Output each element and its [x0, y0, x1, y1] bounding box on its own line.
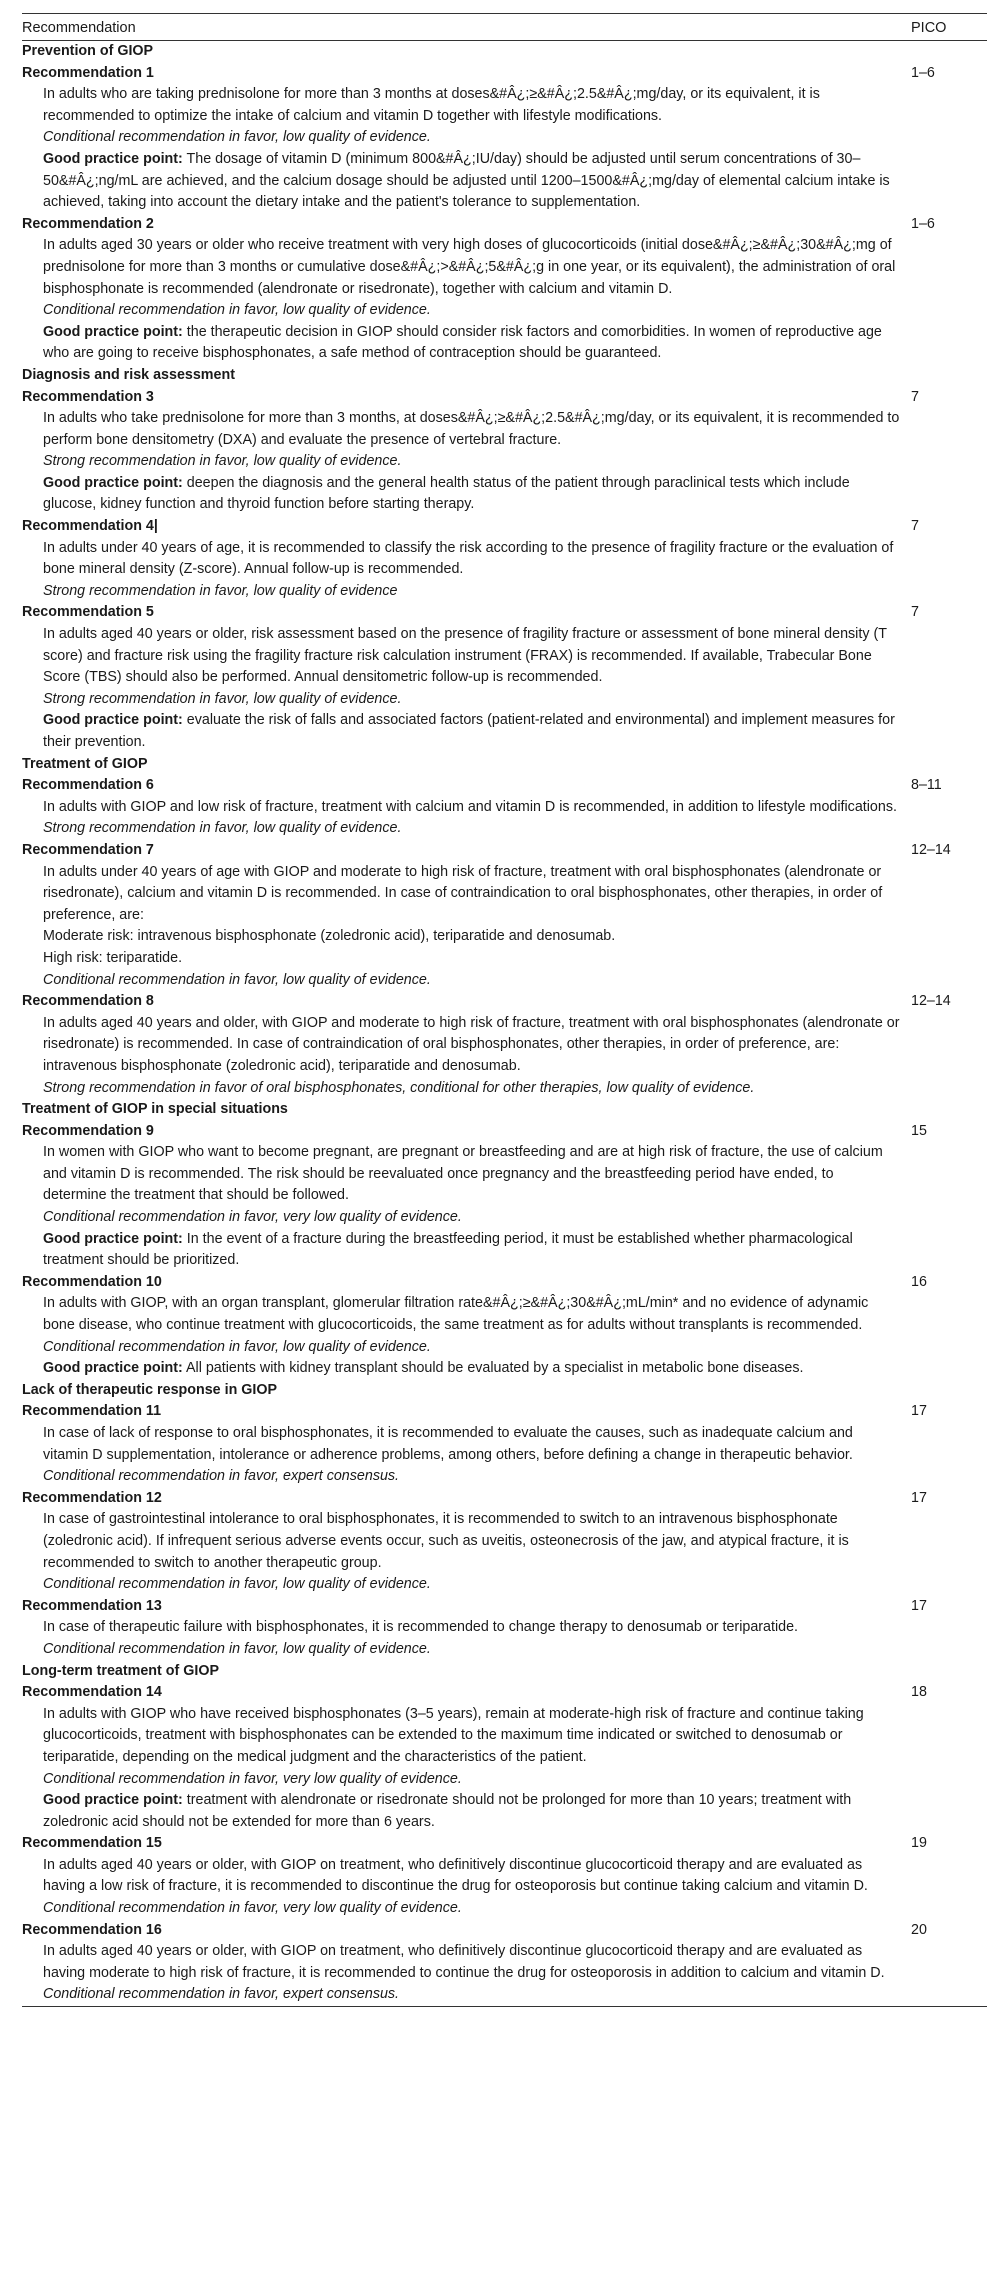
recommendation-title: Recommendation 12	[22, 1489, 162, 1506]
recommendation-title: Recommendation 13	[22, 1597, 162, 1614]
table-row	[22, 84, 987, 127]
gpp-text: the therapeutic decision in GIOP should consider risk factors and comorbidities. In women of reproductive age who are going to receive bisphosphonates, a safe method of contraception should be guaranteed.	[43, 323, 882, 362]
good-practice-point	[22, 710, 900, 753]
gpp-text: The dosage of vitamin D (minimum 800&#Â¿;IU/day) should be adjusted until serum concentrations of 30–50&#Â¿;ng/mL are achieved, and the calcium dosage should be adjusted until 1200–1500&#Â¿;mg/day of elemental calcium intake is achieved, taking into account the dietary intake and the patient's tolerance to supplementation.	[43, 150, 890, 211]
recommendation-text: In adults aged 40 years and older, with GIOP and moderate to high risk of fracture, treatment with oral bisphosphonates (alendronate or risedronate) is recommended. In case of contraindication of oral bisphosphonates, other therapies, in order of preference, are: intravenous bisphosphonate (zoledronic acid), teriparatide and denosumab.	[43, 1014, 900, 1074]
table-row	[22, 1920, 987, 1942]
recommendation-text: In adults under 40 years of age, it is recommended to classify the risk according to the presence of fragility fracture or the evaluation of bone mineral density (Z-score). Annual follow-up is recommended.	[43, 539, 894, 578]
table-row	[22, 1229, 987, 1272]
recommendation-title: Recommendation 7	[22, 841, 154, 858]
good-practice-point	[22, 1229, 900, 1272]
recommendation-title: Recommendation 5	[22, 604, 154, 621]
good-practice-point	[22, 322, 900, 365]
table-row	[22, 1574, 987, 1596]
risk-option: Moderate risk: intravenous bisphosphonate (zoledronic acid), teriparatide and denosumab.	[43, 928, 616, 945]
pico-value: 1–6	[911, 215, 935, 232]
section-heading: Prevention of GIOP	[22, 43, 154, 59]
table-row	[22, 214, 987, 236]
evidence-strength: Conditional recommendation in favor, low quality of evidence.	[43, 971, 431, 988]
table-row	[22, 1488, 987, 1510]
table-row	[22, 1617, 987, 1639]
recommendation-title: Recommendation 8	[22, 993, 154, 1010]
recommendation-text: In women with GIOP who want to become pregnant, are pregnant or breastfeeding and are at high risk of fracture, the use of calcium and vitamin D is recommended. The risk should be reevaluated once pregnancy and the breastfeeding period have ended, to determine the treatment that should be followed.	[43, 1144, 883, 1204]
table-row	[22, 149, 987, 214]
recommendation-title: Recommendation 9	[22, 1122, 154, 1139]
good-practice-point	[22, 1790, 900, 1833]
recommendation-text: In adults who take prednisolone for more than 3 months, at doses&#Â¿;≥&#Â¿;2.5&#Â¿;mg/day, or its equivalent, it is recommended to perform bone densitometry (DXA) and evaluate the presence of vertebral fracture.	[43, 410, 900, 448]
evidence-strength: Conditional recommendation in favor, low quality of evidence.	[43, 1640, 431, 1657]
pico-value: 12–14	[911, 841, 951, 858]
table-row	[22, 387, 987, 409]
table-row	[22, 516, 987, 538]
table-row	[22, 797, 987, 819]
pico-value: 12–14	[911, 993, 951, 1010]
recommendations-table	[22, 13, 987, 2007]
table-row	[22, 1423, 987, 1466]
table-row	[22, 408, 987, 451]
good-practice-point	[22, 149, 900, 214]
pico-value: 7	[911, 388, 919, 405]
table-row	[22, 1833, 987, 1855]
pico-value: 16	[911, 1273, 927, 1290]
pico-value: 7	[911, 518, 919, 535]
pico-value: 17	[911, 1489, 927, 1506]
table-row	[22, 1013, 987, 1078]
table-row	[22, 365, 987, 387]
risk-option: High risk: teriparatide.	[43, 949, 183, 966]
gpp-label: Good practice point:	[43, 1230, 183, 1247]
gpp-text: evaluate the risk of falls and associated factors (patient-related and environmental) and implement measures for their prevention.	[43, 712, 895, 750]
evidence-strength: Strong recommendation in favor of oral bisphosphonates, conditional for other therapies, low quality of evidence.	[43, 1079, 755, 1096]
evidence-strength: Conditional recommendation in favor, low quality of evidence.	[43, 129, 431, 146]
table-row	[22, 840, 987, 862]
evidence-strength: Strong recommendation in favor, low quality of evidence	[43, 582, 398, 599]
evidence-strength: Strong recommendation in favor, low quality of evidence.	[43, 820, 402, 837]
table-row	[22, 1941, 987, 1984]
table-row	[22, 602, 987, 624]
table-row	[22, 300, 987, 322]
table-row	[22, 473, 987, 516]
evidence-strength: Conditional recommendation in favor, low quality of evidence.	[43, 1338, 431, 1355]
recommendation-text: In adults aged 40 years or older, with GIOP on treatment, who definitively discontinue glucocorticoid therapy and are evaluated as having a low risk of fracture, it is recommended to discontinue the drug for osteoporosis but continue taking calcium and vitamin D.	[43, 1856, 868, 1895]
table-row	[22, 1207, 987, 1229]
table-row	[22, 775, 987, 797]
recommendation-title: Recommendation 1	[22, 64, 154, 81]
gpp-text: All patients with kidney transplant should be evaluated by a specialist in metabolic bone diseases.	[185, 1360, 804, 1377]
recommendation-title: Recommendation 11	[22, 1403, 162, 1420]
gpp-label: Good practice point:	[43, 1360, 183, 1377]
pico-value: 15	[911, 1122, 927, 1139]
recommendation-title: Recommendation 2	[22, 215, 154, 232]
good-practice-point	[22, 473, 900, 516]
recommendation-title: Recommendation 6	[22, 777, 154, 794]
table-row	[22, 1293, 987, 1336]
gpp-text: treatment with alendronate or risedronate should not be prolonged for more than 10 years; treatment with zoledronic acid should not be extended for more than 6 years.	[43, 1792, 852, 1830]
table-row	[22, 1401, 987, 1423]
table-row	[22, 1898, 987, 1920]
table-row	[22, 624, 987, 689]
header-recommendation: Recommendation	[22, 20, 136, 36]
section-heading: Treatment of GIOP in special situations	[22, 1101, 288, 1118]
table-row	[22, 862, 987, 927]
pico-value: 7	[911, 604, 919, 621]
gpp-label: Good practice point:	[43, 323, 183, 340]
pico-value: 19	[911, 1835, 927, 1852]
evidence-strength: Conditional recommendation in favor, very low quality of evidence.	[43, 1900, 462, 1917]
table-row	[22, 1358, 987, 1380]
section-heading: Treatment of GIOP	[22, 755, 148, 772]
table-row	[22, 1790, 987, 1833]
gpp-label: Good practice point:	[43, 150, 183, 167]
recommendation-title: Recommendation 4|	[22, 518, 158, 535]
table-row	[22, 581, 987, 603]
table-row	[22, 1121, 987, 1143]
table-row	[22, 1509, 987, 1574]
recommendation-text: In adults with GIOP, with an organ transplant, glomerular filtration rate&#Â¿;≥&#Â¿;30&#Â¿;mL/min* and no evidence of adynamic bone disease, who continue treatment with glucocorticoids, the same treatment as for adults without transplants is recommended.	[43, 1295, 869, 1334]
pico-value: 8–11	[911, 777, 942, 794]
recommendation-text: In adults with GIOP who have received bisphosphonates (3–5 years), remain at moderate-high risk of fracture and continue taking glucocorticoids, treatment with bisphosphonates can be extended to the maximum time indicated or switched to denosumab or teriparatide, depending on the medical judgment and the characteristics of the patient.	[43, 1705, 864, 1765]
table-row	[22, 1337, 987, 1359]
table-row	[22, 1855, 987, 1898]
table-row	[22, 1661, 987, 1683]
table-row	[22, 1466, 987, 1488]
table-row	[22, 948, 987, 970]
table-row	[22, 754, 987, 776]
table-row	[22, 970, 987, 992]
table-row	[22, 1682, 987, 1704]
table-row	[22, 1769, 987, 1791]
recommendation-title: Recommendation 16	[22, 1921, 162, 1938]
table-row	[22, 1984, 987, 2006]
table-row	[22, 1099, 987, 1121]
table-body	[22, 41, 987, 2006]
recommendation-text: In adults under 40 years of age with GIOP and moderate to high risk of fracture, treatment with oral bisphosphonates (alendronate or risedronate), calcium and vitamin D is recommended. In case of contraindication to oral bisphosphonates, other therapies, in order of preference, are:	[43, 863, 883, 923]
pico-value: 18	[911, 1684, 927, 1701]
table-row	[22, 1078, 987, 1100]
table-row	[22, 689, 987, 711]
recommendation-text: In adults aged 30 years or older who receive treatment with very high doses of glucocorticoids (initial dose&#Â¿;≥&#Â¿;30&#Â¿;mg of prednisolone for more than 3 months or cumulative dose&#Â¿;>&#Â¿;5&#Â¿;g in one year, or its equivalent), the administration of oral bisphosphonate is recommended (alendronate or risedronate), together with calcium and vitamin D.	[43, 237, 896, 297]
recommendation-title: Recommendation 14	[22, 1684, 162, 1701]
evidence-strength: Conditional recommendation in favor, expert consensus.	[43, 1986, 400, 2003]
recommendation-title: Recommendation 3	[22, 388, 154, 405]
table-row	[22, 1639, 987, 1661]
recommendation-text: In adults who are taking prednisolone for more than 3 months at doses&#Â¿;≥&#Â¿;2.5&#Â¿;mg/day, or its equivalent, it is recommended to optimize the intake of calcium and vitamin D together with lifestyle modifications.	[43, 86, 820, 124]
gpp-label: Good practice point:	[43, 712, 183, 729]
table-row	[22, 991, 987, 1013]
evidence-strength: Conditional recommendation in favor, very low quality of evidence.	[43, 1770, 462, 1787]
table-row	[22, 1380, 987, 1402]
gpp-label: Good practice point:	[43, 1792, 183, 1809]
table-row	[22, 710, 987, 753]
table-row	[22, 818, 987, 840]
gpp-text: deepen the diagnosis and the general health status of the patient through paraclinical tests which include glucose, kidney function and thyroid function before starting therapy.	[43, 474, 850, 513]
recommendation-text: In adults aged 40 years or older, risk assessment based on the presence of fragility fracture or assessment of bone mineral density (T score) and fracture risk using the fragility fracture risk calculation instrument (FRAX) is recommended. If available, Trabecular Bone Score (TBS) should also be performed. Annual densitometric follow-up is recommended.	[43, 626, 887, 686]
section-heading: Diagnosis and risk assessment	[22, 366, 235, 383]
pico-value: 1–6	[911, 64, 935, 81]
table-row	[22, 538, 987, 581]
header-pico: PICO	[911, 20, 947, 36]
evidence-strength: Conditional recommendation in favor, very low quality of evidence.	[43, 1209, 462, 1226]
table-row	[22, 235, 987, 300]
recommendation-text: In case of therapeutic failure with bisphosphonates, it is recommended to change therapy to denosumab or teriparatide.	[43, 1619, 799, 1636]
pico-value: 17	[911, 1597, 927, 1614]
evidence-strength: Conditional recommendation in favor, expert consensus.	[43, 1468, 400, 1485]
recommendation-text: In case of lack of response to oral bisphosphonates, it is recommended to evaluate the causes, such as inadequate calcium and vitamin D supplementation, intolerance or adherence problems, among others, before defining a change in therapeutic behavior.	[43, 1425, 853, 1463]
table-row	[22, 1272, 987, 1294]
table-row	[22, 1704, 987, 1769]
recommendation-text: In adults aged 40 years or older, with GIOP on treatment, who definitively discontinue glucocorticoid therapy and are evaluated as having moderate to high risk of fracture, it is recommended to continue the drug for osteoporosis in addition to calcium and vitamin D.	[43, 1943, 885, 1981]
table-row	[22, 41, 987, 63]
evidence-strength: Strong recommendation in favor, low quality of evidence.	[43, 453, 402, 470]
table-row	[22, 451, 987, 473]
recommendation-text: In adults with GIOP and low risk of fracture, treatment with calcium and vitamin D is recommended, in addition to lifestyle modifications.	[43, 798, 897, 815]
evidence-strength: Strong recommendation in favor, low quality of evidence.	[43, 690, 402, 707]
table-row	[22, 322, 987, 365]
pico-value: 20	[911, 1921, 927, 1938]
table-header	[22, 14, 987, 41]
recommendation-text: In case of gastrointestinal intolerance to oral bisphosphonates, it is recommended to switch to an intravenous bisphosphonate (zoledronic acid). If infrequent serious adverse events occur, such as uveitis, osteonecrosis of the jaw, and atypical fracture, it is recommended to switch to another therapeutic group.	[43, 1511, 849, 1571]
table-row	[22, 63, 987, 85]
evidence-strength: Conditional recommendation in favor, low quality of evidence.	[43, 302, 431, 319]
good-practice-point	[22, 1358, 900, 1380]
recommendation-title: Recommendation 10	[22, 1273, 162, 1290]
section-heading: Long-term treatment of GIOP	[22, 1662, 219, 1679]
table-row	[22, 127, 987, 149]
pico-value: 17	[911, 1403, 927, 1420]
gpp-label: Good practice point:	[43, 474, 183, 491]
table-row	[22, 1142, 987, 1207]
table-row	[22, 1596, 987, 1618]
recommendation-title: Recommendation 15	[22, 1835, 162, 1852]
section-heading: Lack of therapeutic response in GIOP	[22, 1381, 278, 1398]
gpp-text: In the event of a fracture during the breastfeeding period, it must be established whether pharmacological treatment should be prioritized.	[43, 1230, 853, 1269]
evidence-strength: Conditional recommendation in favor, low quality of evidence.	[43, 1576, 431, 1593]
table-row	[22, 926, 987, 948]
